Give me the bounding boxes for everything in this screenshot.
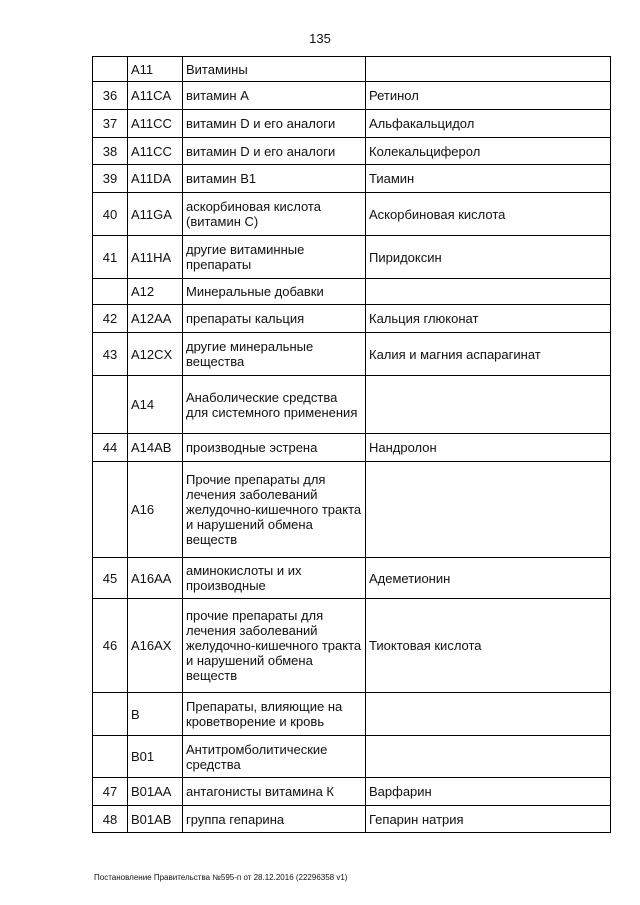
footer-note: Постановление Правительства №595-п от 28.12.2016 (22296358 v1) [94,873,348,882]
table-row [93,236,611,279]
drug-name: Нандролон [366,434,611,462]
atc-code: A16 [128,462,183,558]
atc-group: Витамины [183,57,366,82]
table-row [93,110,611,138]
atc-code: A11CC [128,110,183,138]
table-row [93,193,611,236]
table-row [93,599,611,693]
drug-name: Гепарин натрия [366,806,611,833]
atc-code: B [128,693,183,736]
row-number: 44 [93,434,128,462]
table-row [93,57,611,82]
atc-code: A12CX [128,333,183,376]
table-row [93,778,611,806]
drug-name: Альфакальцидол [366,110,611,138]
drug-table [92,56,611,833]
atc-code: A11GA [128,193,183,236]
atc-group: группа гепарина [183,806,366,833]
row-number [93,736,128,778]
atc-code: B01AA [128,778,183,806]
atc-group: прочие препараты для лечения заболеваний желудочно-кишечного тракта и нарушений обмена веществ [183,599,366,693]
row-number [93,693,128,736]
row-number: 38 [93,138,128,165]
drug-name: Варфарин [366,778,611,806]
atc-code: A12AA [128,305,183,333]
table-row [93,693,611,736]
atc-group: витамин А [183,82,366,110]
atc-group: антагонисты витамина К [183,778,366,806]
atc-code: A11CA [128,82,183,110]
row-number: 37 [93,110,128,138]
row-number: 47 [93,778,128,806]
drug-name [366,279,611,305]
row-number: 41 [93,236,128,279]
table-row [93,462,611,558]
atc-group: Анаболические средства для системного применения [183,376,366,434]
drug-name: Адеметионин [366,558,611,599]
row-number: 46 [93,599,128,693]
atc-group: препараты кальция [183,305,366,333]
atc-code: B01 [128,736,183,778]
row-number: 36 [93,82,128,110]
table-row [93,165,611,193]
atc-group: аскорбиновая кислота (витамин С) [183,193,366,236]
row-number [93,376,128,434]
row-number: 45 [93,558,128,599]
drug-name: Пиридоксин [366,236,611,279]
atc-group: витамин В1 [183,165,366,193]
row-number [93,57,128,82]
atc-code: A16AA [128,558,183,599]
atc-group: другие витаминные препараты [183,236,366,279]
drug-name: Кальция глюконат [366,305,611,333]
row-number: 43 [93,333,128,376]
atc-code: A16AX [128,599,183,693]
row-number: 48 [93,806,128,833]
atc-code: B01AB [128,806,183,833]
atc-code: A11DA [128,165,183,193]
drug-name [366,693,611,736]
table-row [93,736,611,778]
drug-name [366,736,611,778]
atc-group: Прочие препараты для лечения заболеваний желудочно-кишечного тракта и нарушений обмена веществ [183,462,366,558]
drug-name: Калия и магния аспарагинат [366,333,611,376]
drug-name: Тиамин [366,165,611,193]
atc-group: Антитромболитические средства [183,736,366,778]
atc-group: аминокислоты и их производные [183,558,366,599]
atc-group: другие минеральные вещества [183,333,366,376]
atc-code: A11CC [128,138,183,165]
row-number [93,279,128,305]
row-number [93,462,128,558]
atc-group: витамин D и его аналоги [183,110,366,138]
row-number: 40 [93,193,128,236]
table-row [93,434,611,462]
row-number: 39 [93,165,128,193]
table-row [93,138,611,165]
drug-name: Аскорбиновая кислота [366,193,611,236]
atc-code: A11HA [128,236,183,279]
atc-code: A14 [128,376,183,434]
atc-group: Препараты, влияющие на кроветворение и кровь [183,693,366,736]
drug-name [366,57,611,82]
atc-group: Минеральные добавки [183,279,366,305]
atc-code: A11 [128,57,183,82]
atc-code: A14AB [128,434,183,462]
table-row [93,305,611,333]
table-row [93,558,611,599]
drug-name: Колекальциферол [366,138,611,165]
drug-name [366,462,611,558]
page-number: 135 [309,31,331,46]
atc-group: производные эстрена [183,434,366,462]
drug-name: Тиоктовая кислота [366,599,611,693]
table-row [93,333,611,376]
drug-name [366,376,611,434]
table-row [93,806,611,833]
atc-code: A12 [128,279,183,305]
table-row [93,376,611,434]
drug-name: Ретинол [366,82,611,110]
row-number: 42 [93,305,128,333]
atc-group: витамин D и его аналоги [183,138,366,165]
table-row [93,279,611,305]
table-row [93,82,611,110]
